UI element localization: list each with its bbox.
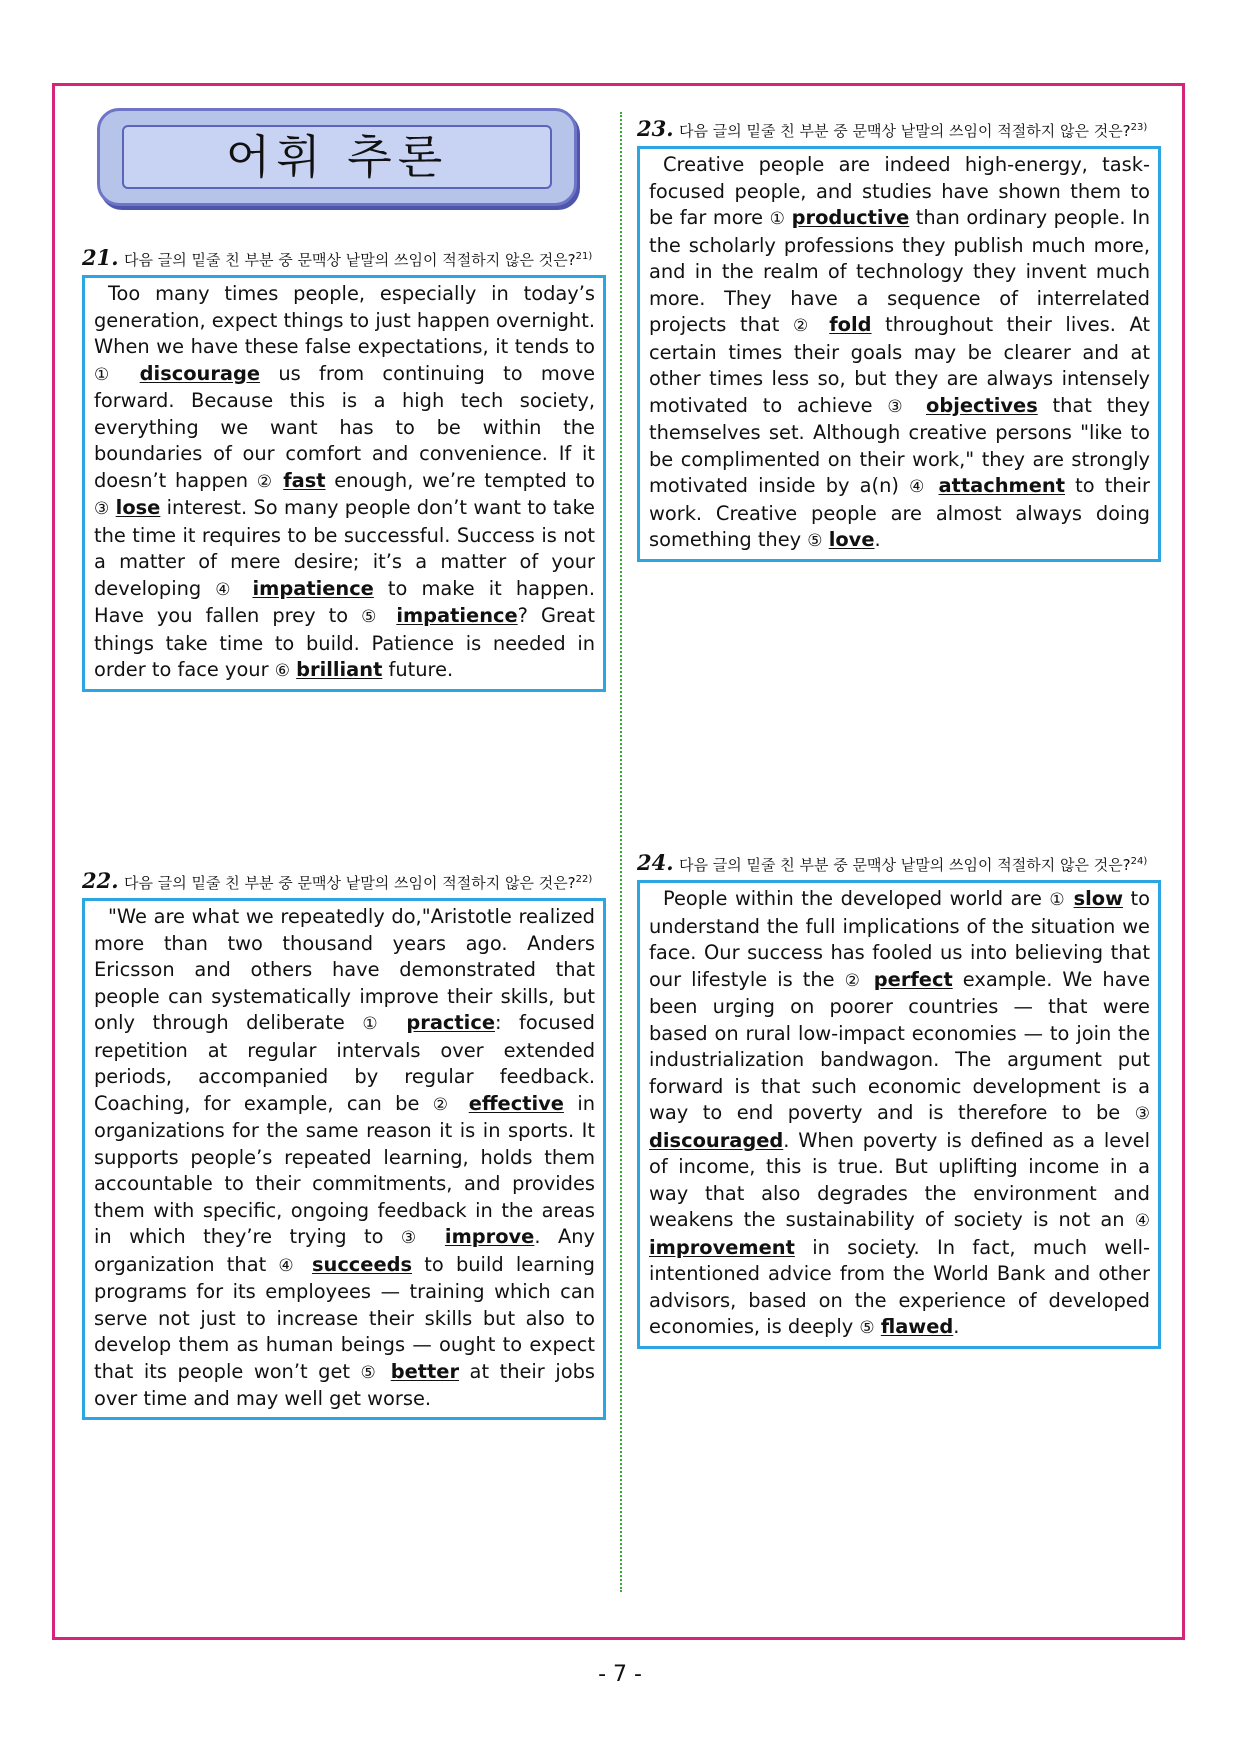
question-prompt-text: 다음 글의 밑줄 친 부분 중 문맥상 낱말의 쓰임이 적절하지 않은 것은? [124,251,576,269]
question-ref: 24) [1130,856,1148,867]
question-21-prompt [82,247,606,271]
underlined-word: succeeds [311,1252,413,1276]
underlined-word: improve [444,1225,535,1248]
question-23 [637,118,1161,562]
question-ref: 23) [1130,122,1148,133]
page-number: - 7 - [598,1662,642,1687]
question-number: 24. [637,850,674,875]
underlined-word: lose [115,496,161,519]
question-22-passage: "We are what we repeatedly do,"Aristotle realized more than two thousand years ago. Anders Ericsson and others have demonstrated that people can systematically improve their skills, but only through deliberate ① practice: focused repetition at regular intervals over extended periods, accompanied by regular feedback. Coaching, for example, can be ② effective in organizations for the same reason it is in sports. It supports people’s repeated learning, holds them accountable to their commitments, and provides them with specific, ongoing feedback in the areas in which they’re trying to ③ improve. Any organization that ④ succeeds to build learning programs for its employees — training which can serve not just to increase their skills but also to develop them as human beings — ought to expect that its people won’t get ⑤ better at their jobs over time and may well get worse. [82,898,606,1420]
question-number: 21. [82,245,119,270]
question-prompt-text: 다음 글의 밑줄 친 부분 중 문맥상 낱말의 쓰임이 적절하지 않은 것은? [679,856,1131,874]
underlined-word: fast [283,468,326,492]
underlined-word: attachment [938,474,1065,497]
question-prompt-text: 다음 글의 밑줄 친 부분 중 문맥상 낱말의 쓰임이 적절하지 않은 것은? [124,874,576,892]
section-title-inner [122,125,552,189]
question-21 [82,247,606,692]
question-number: 22. [82,868,119,893]
question-21-passage: Too many times people, especially in today’s generation, expect things to just happen overnight. When we have these false expectations, it tends to ① discourage us from continuing to move forward. Because this is a high tech society, everything we want has to be within the boundaries of our comfort and convenience. If it doesn’t happen ② fast enough, we’re tempted to ③ lose interest. So many people don’t want to take the time it requires to be successful. Success is not a matter of mere desire; it’s a matter of your developing ④ impatience to make it happen. Have you fallen prey to ⑤ impatience? Great things take time to build. Patience is needed in order to face your ⑥ brilliant future. [82,275,606,692]
section-title: 어휘 추론 [225,130,449,184]
underlined-word: impatience [396,604,518,627]
question-ref: 21) [575,251,593,262]
underlined-word: fold [829,313,872,336]
column-divider [620,112,622,1592]
underlined-word: practice [406,1011,495,1034]
question-22 [82,870,606,1420]
section-title-banner [97,108,577,206]
question-23-passage: Creative people are indeed high-energy, task-focused people, and studies have shown them to be far more ① productive than ordinary people. In the scholarly professions they publish much more, and in the realm of technology they invent much more. They have a sequence of interrelated projects that ② fold throughout their lives. At certain times their goals may be clearer and at other times less so, but they are always intensely motivated to achieve ③ objectives that they themselves set. Although creative persons "like to be complimented on their work," they are strongly motivated inside by a(n) ④ attachment to their work. Creative people are almost always doing something they ⑤ love. [637,146,1161,562]
underlined-word: better [390,1359,460,1383]
underlined-word: improvement [649,1235,795,1259]
underlined-word: love [828,528,875,551]
underlined-word: objectives [926,393,1038,417]
underlined-word: perfect [873,967,953,991]
underlined-word: discourage [139,361,261,385]
question-prompt-text: 다음 글의 밑줄 친 부분 중 문맥상 낱말의 쓰임이 적절하지 않은 것은? [679,122,1131,140]
question-22-prompt [82,870,606,894]
question-24-prompt [637,852,1161,876]
question-ref: 22) [575,874,593,885]
underlined-word: flawed [880,1315,954,1338]
underlined-word: effective [468,1091,564,1115]
underlined-word: slow [1073,887,1123,910]
underlined-word: brilliant [296,658,383,681]
question-24-passage: People within the developed world are ① slow to understand the full implications of the situation we face. Our success has fooled us into believing that our lifestyle is the ② perfect example. We have been urging on poorer countries — that were based on rural low-impact economies — to join the industrialization bandwagon. The argument put forward is that such economic development is a way to end poverty and is therefore to be ③ discouraged. When poverty is defined as a level of income, this is true. But uplifting income in a way that also degrades the environment and weakens the sustainability of society is not an ④ improvement in society. In fact, much well- intentioned advice from the World Bank and other advisors, based on the experience of developed economies, is deeply ⑤ flawed. [637,880,1161,1349]
question-number: 23. [637,116,674,141]
underlined-word: impatience [252,576,374,600]
underlined-word: discouraged [649,1128,784,1152]
question-23-prompt [637,118,1161,142]
question-24 [637,852,1161,1349]
underlined-word: productive [791,206,910,229]
